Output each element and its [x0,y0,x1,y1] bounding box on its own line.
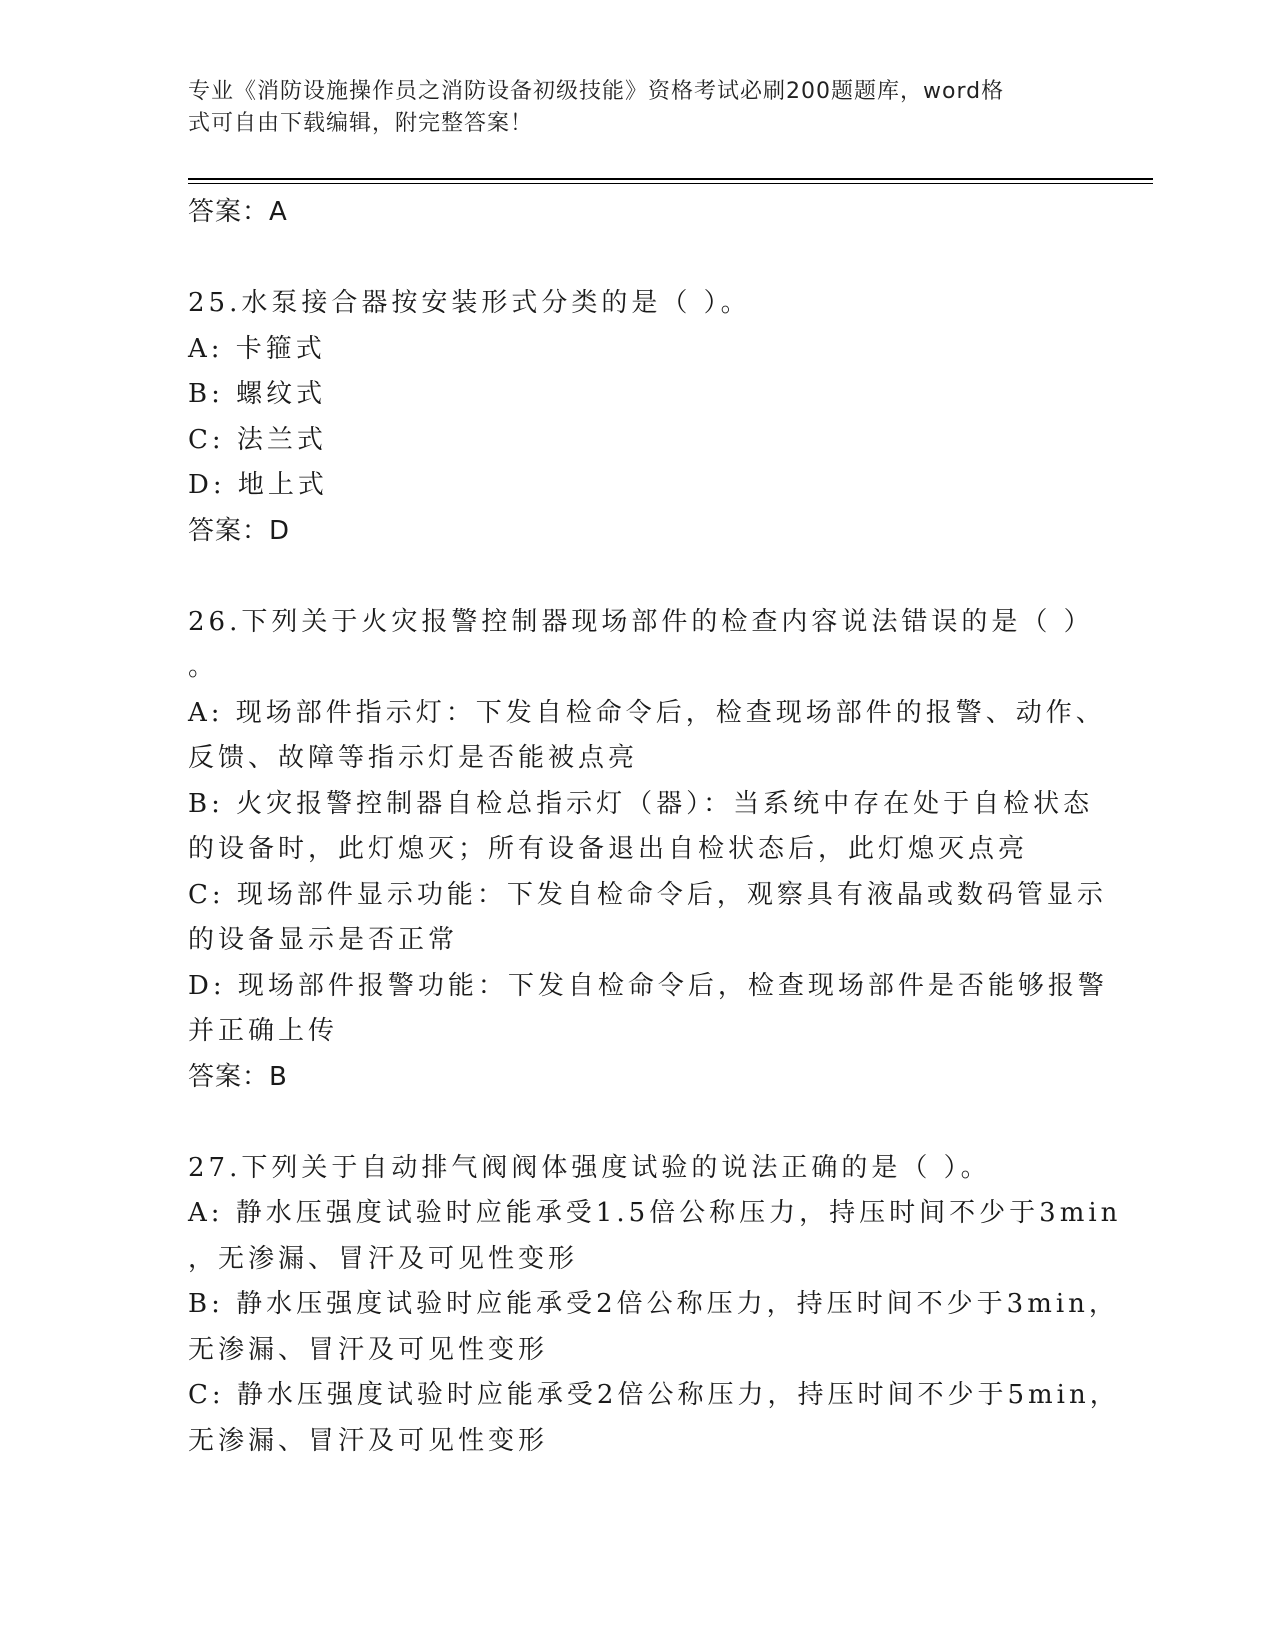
header-line-2: 式可自由下载编辑，附完整答案！ [188,111,534,136]
header-line-1: 专业《消防设施操作员之消防设备初级技能》资格考试必刷200题题库，word格 [188,79,1005,104]
option-b-continued: 的设备时，此灯熄灭；所有设备退出自检状态后，此灯熄灭点亮 [188,834,1029,864]
question-stem: 26.下列关于火灾报警控制器现场部件的检查内容说法错误的是（ ） [188,606,1094,637]
option-c: C: 法兰式 [188,424,327,455]
option-a: A: 卡箍式 [188,333,326,364]
option-c: C: 现场部件显示功能：下发自检命令后，观察具有液晶或数码管显示 [188,879,1107,910]
option-d: D: 现场部件报警功能：下发自检命令后，检查现场部件是否能够报警 [188,970,1108,1001]
page-header [188,76,1068,140]
option-c-continued: 的设备显示是否正常 [188,925,459,955]
option-b: B: 螺纹式 [188,379,327,409]
option-c-continued: 无渗漏、冒汗及可见性变形 [188,1425,549,1456]
option-a-continued: ，无渗漏、冒汗及可见性变形 [188,1243,579,1274]
question-stem-continued: 。 [188,652,219,682]
question-list [188,190,1122,1464]
option-b-continued: 无渗漏、冒汗及可见性变形 [188,1334,549,1365]
option-a-continued: 反馈、故障等指示灯是否能被点亮 [188,743,639,773]
option-d-continued: 并正确上传 [188,1016,339,1046]
answer-line: 答案：D [188,515,291,546]
spacer [188,236,1088,282]
option-a: A: 静水压强度试验时应能承受1.5倍公称压力，持压时间不少于3min [188,1198,1122,1228]
option-b: B: 火灾报警控制器自检总指示灯（器）：当系统中存在处于自检状态 [188,788,1094,819]
question-stem: 27.下列关于自动排气阀阀体强度试验的说法正确的是（ ）。 [188,1152,991,1183]
option-a: A: 现场部件指示灯：下发自检命令后，检查现场部件的报警、动作、 [188,697,1106,728]
question-25 [188,281,1088,554]
spacer [188,1100,1088,1146]
question-27 [188,1146,1122,1465]
answer-line: 答案：A [188,197,288,227]
spacer [188,554,1088,600]
question-stem: 25.水泵接合器按安装形式分类的是（ ）。 [188,288,751,318]
option-b: B: 静水压强度试验时应能承受2倍公称压力，持压时间不少于3min， [188,1289,1119,1319]
option-d: D: 地上式 [188,470,328,500]
answer-line: 答案：B [188,1061,288,1092]
header-divider [188,178,1153,180]
option-c: C: 静水压强度试验时应能承受2倍公称压力，持压时间不少于5min， [188,1380,1120,1410]
header-divider-thin [188,183,1153,184]
question-26 [188,600,1108,1101]
